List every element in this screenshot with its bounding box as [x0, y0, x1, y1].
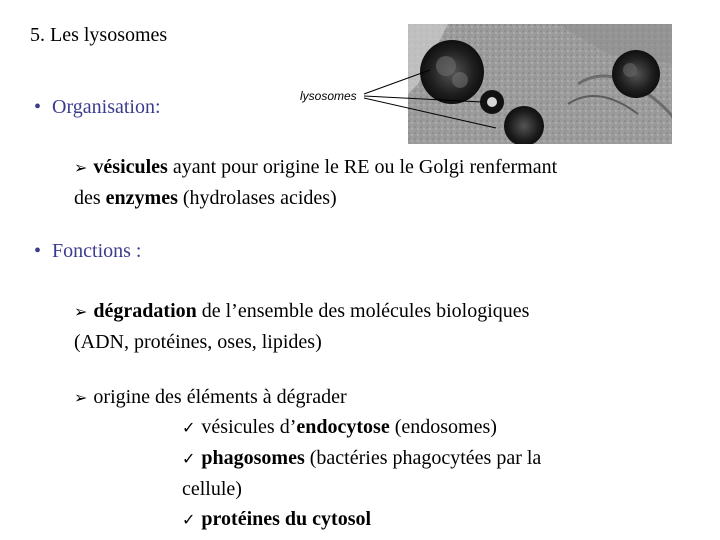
- check-item-post: (bactéries phagocytées par la: [304, 447, 542, 469]
- keyword-endocytose: endocytose: [296, 416, 390, 438]
- keyword-enzymes: enzymes: [105, 187, 178, 209]
- degradation-rest-1: de l’ensemble des molécules biologiques: [196, 300, 530, 322]
- check-item-phagosomes: [182, 443, 541, 474]
- section-fonctions: [34, 240, 141, 263]
- section-bullet: •: [34, 240, 42, 262]
- arrow-bullet: ➢: [74, 388, 88, 407]
- check-icon: ✓: [182, 449, 196, 468]
- origine-checklist: [182, 412, 541, 535]
- check-item-continuation: cellule): [182, 478, 242, 500]
- keyword-proteines-cytosol: protéines du cytosol: [201, 508, 372, 530]
- degradation-line-1: [74, 296, 529, 327]
- degradation-line-2: (ADN, protéines, oses, lipides): [74, 331, 322, 353]
- micrograph-label: lysosomes: [300, 89, 357, 103]
- arrow-bullet: ➢: [74, 158, 88, 177]
- section-bullet: •: [34, 96, 42, 118]
- slide-title: 5. Les lysosomes: [30, 24, 168, 46]
- keyword-degradation: dégradation: [93, 300, 197, 322]
- organisation-line-1: [74, 152, 557, 183]
- check-item-pre: vésicules d’: [201, 416, 297, 438]
- origine-text: origine des éléments à dégrader: [93, 386, 347, 408]
- check-item-post: (endosomes): [389, 416, 497, 438]
- micrograph-drawing: [408, 24, 672, 144]
- fonctions-origine: [74, 382, 347, 413]
- origine-line: [74, 382, 347, 413]
- fonctions-degradation: [74, 296, 529, 357]
- lysosome-right: [612, 50, 660, 98]
- check-item-cytosol: [182, 504, 541, 535]
- check-icon: ✓: [182, 510, 196, 529]
- organisation-line-2: [74, 183, 557, 213]
- organisation-prefix-2: des: [74, 187, 106, 209]
- section-organisation-label: Organisation:: [52, 96, 161, 118]
- organisation-rest-1: ayant pour origine le RE ou le Golgi renfermant: [167, 156, 558, 178]
- organisation-text: [74, 152, 557, 213]
- arrow-bullet: ➢: [74, 302, 88, 321]
- keyword-phagosomes: phagosomes: [201, 447, 305, 469]
- check-icon: ✓: [182, 418, 196, 437]
- section-organisation: [34, 96, 161, 119]
- keyword-vesicules: vésicules: [93, 156, 168, 178]
- section-fonctions-label: Fonctions :: [52, 240, 142, 262]
- check-item-endocytose: [182, 412, 541, 443]
- micrograph-image: [408, 24, 672, 144]
- organisation-rest-2: (hydrolases acides): [177, 187, 337, 209]
